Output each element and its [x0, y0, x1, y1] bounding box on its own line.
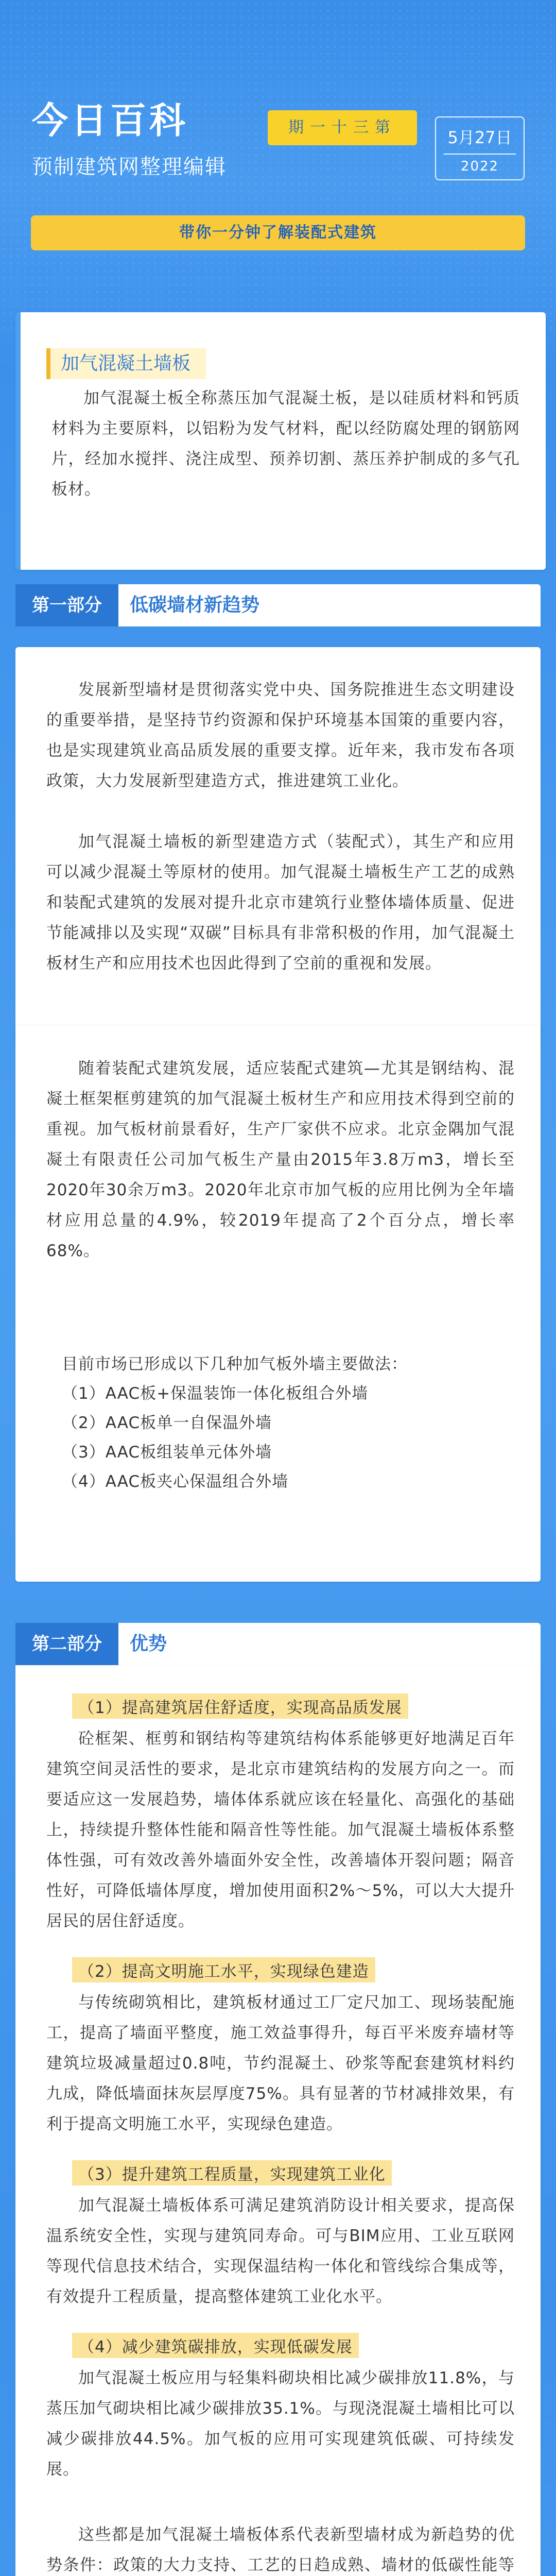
- advantage-item-2: [46, 1957, 515, 2140]
- section2-card: [15, 1665, 541, 2576]
- section2-summary: 这些都是加气混凝土墙板体系代表新型墙材成为新趋势的优势条件：政策的大力支持、工艺的日趋成熟、墙材的低碳性能等: [46, 2526, 515, 2574]
- issue-badge: 期一十三第: [268, 110, 417, 145]
- section1-list-card: [15, 1319, 541, 1582]
- list-intro: 目前市场已形成以下几种加气板外墙主要做法：: [62, 1355, 408, 1374]
- intro-text: 加气混凝土板全称蒸压加气混凝土板，是以硅质材料和钙质材料为主要原料，以铝粉为发气材料，配以经防腐处理的钢筋网片，经加水搅拌、浇注成型、预养切割、蒸压养护制成的多气孔板材。: [51, 389, 520, 499]
- date-divider: [444, 154, 516, 155]
- list-item: （2）AAC板单一自保温外墙: [62, 1414, 272, 1432]
- intro-title: 加气混凝土墙板: [46, 348, 206, 379]
- advantage-heading: （1）提高建筑居住舒适度，实现高品质发展: [72, 1693, 408, 1719]
- list-item: （4）AAC板夹心保温组合外墙: [62, 1472, 289, 1491]
- date-box: [435, 116, 525, 180]
- section1-label: 第一部分: [15, 584, 118, 626]
- list-item: （3）AAC板组装单元体外墙: [62, 1443, 272, 1462]
- page-title: 今日百科: [32, 99, 188, 142]
- intro-card: [15, 312, 546, 570]
- advantage-item-1: [46, 1693, 515, 1937]
- advantage-text: 加气混凝土墙板体系可满足建筑消防设计相关要求，提高保温系统安全性，实现与建筑同寿命。可与BIM应用、工业互联网等现代信息技术结合，实现保温结构一体化和管线综合集成等，有效提升工程质量，提高整体建筑工业化水平。: [46, 2196, 515, 2306]
- advantage-text: 与传统砌筑相比，建筑板材通过工厂定尺加工、现场装配施工，提高了墙面平整度，施工效益事得升，每百平米废弃墙材等建筑垃圾减量超过0.8吨，节约混凝土、砂浆等配套建筑材料约九成，降低墙面抹灰层厚度75%。具有显著的节材减排效果，有利于提高文明施工水平，实现绿色建造。: [46, 1993, 515, 2133]
- advantage-heading: （2）提高文明施工水平，实现绿色建造: [72, 1957, 375, 1982]
- date-year: 2022: [460, 159, 499, 174]
- section2-name: 优势: [130, 1633, 167, 1654]
- list-item: （1）AAC板+保温装饰一体化板组合外墙: [62, 1384, 369, 1403]
- date-day: 5月27日: [447, 128, 512, 147]
- advantage-item-4: [46, 2333, 515, 2485]
- section1-card-cont: [15, 1025, 541, 1329]
- advantage-heading: （3）提升建筑工程质量，实现建筑工业化: [72, 2160, 392, 2185]
- page-subtitle: 预制建筑网整理编辑: [32, 155, 227, 179]
- advantage-text: 加气混凝土板应用与轻集料砌块相比减少碳排放11.8%，与蒸压加气砌块相比减少碳排放35.1%。与现浇混凝土墙相比可以减少碳排放44.5%。加气板的应用可实现建筑低碳、可持续发展。: [46, 2369, 515, 2479]
- section2-label: 第二部分: [15, 1623, 118, 1665]
- section2-header: [15, 1623, 541, 1665]
- advantage-heading: （4）减少建筑碳排放，实现低碳发展: [72, 2333, 359, 2358]
- advantage-item-3: [46, 2160, 515, 2312]
- section1-para2: 加气混凝土墙板的新型建造方式（装配式），其生产和应用可以减少混凝土等原材的使用。加气混凝土墙板生产工艺的成熟和装配式建筑的发展对提升北京市建筑行业整体墙体质量、促进节能减排以及实现“双碳”目标具有非常积极的作用，加气混凝土板材生产和应用技术也因此得到了空前的重视和发展。: [46, 833, 515, 973]
- section1-card: [15, 647, 541, 1047]
- section1-name: 低碳墙材新趋势: [130, 595, 260, 616]
- section1-para3: 随着装配式建筑发展，适应装配式建筑—尤其是钢结构、混凝土框架框剪建筑的加气混凝土板材生产和应用技术得到空前的重视。加气板材前景看好，生产厂家供不应求。北京金隅加气混凝土有限责任公司加气板生产量由2015年3.8万m3，增长至2020年30余万m3。2020年北京市加气板的应用比例为全年墙材应用总量的4.9%，较2019年提高了2个百分点，增长率68%。: [46, 1059, 515, 1260]
- tagline-banner: 带你一分钟了解装配式建筑: [31, 215, 525, 250]
- section1-para1: 发展新型墙材是贯彻落实党中央、国务院推进生态文明建设的重要举措，是坚持节约资源和保护环境基本国策的重要内容，也是实现建筑业高品质发展的重要支撑。近年来，我市发布各项政策，大力发展新型建造方式，推进建筑工业化。: [46, 681, 515, 790]
- section1-header: [15, 584, 541, 626]
- advantage-text: 砼框架、框剪和钢结构等建筑结构体系能够更好地满足百年建筑空间灵活性的要求，是北京市建筑结构的发展方向之一。而要适应这一发展趋势，墙体体系就应该在轻量化、高强化的基础上，持续提升整体性能和隔音性等性能。加气混凝土墙板体系整体性强，可有效改善外墙面外安全性，改善墙体开裂问题；隔音性好，可降低墙体厚度，增加使用面积2%～5%，可以大大提升居民的居住舒适度。: [46, 1730, 515, 1930]
